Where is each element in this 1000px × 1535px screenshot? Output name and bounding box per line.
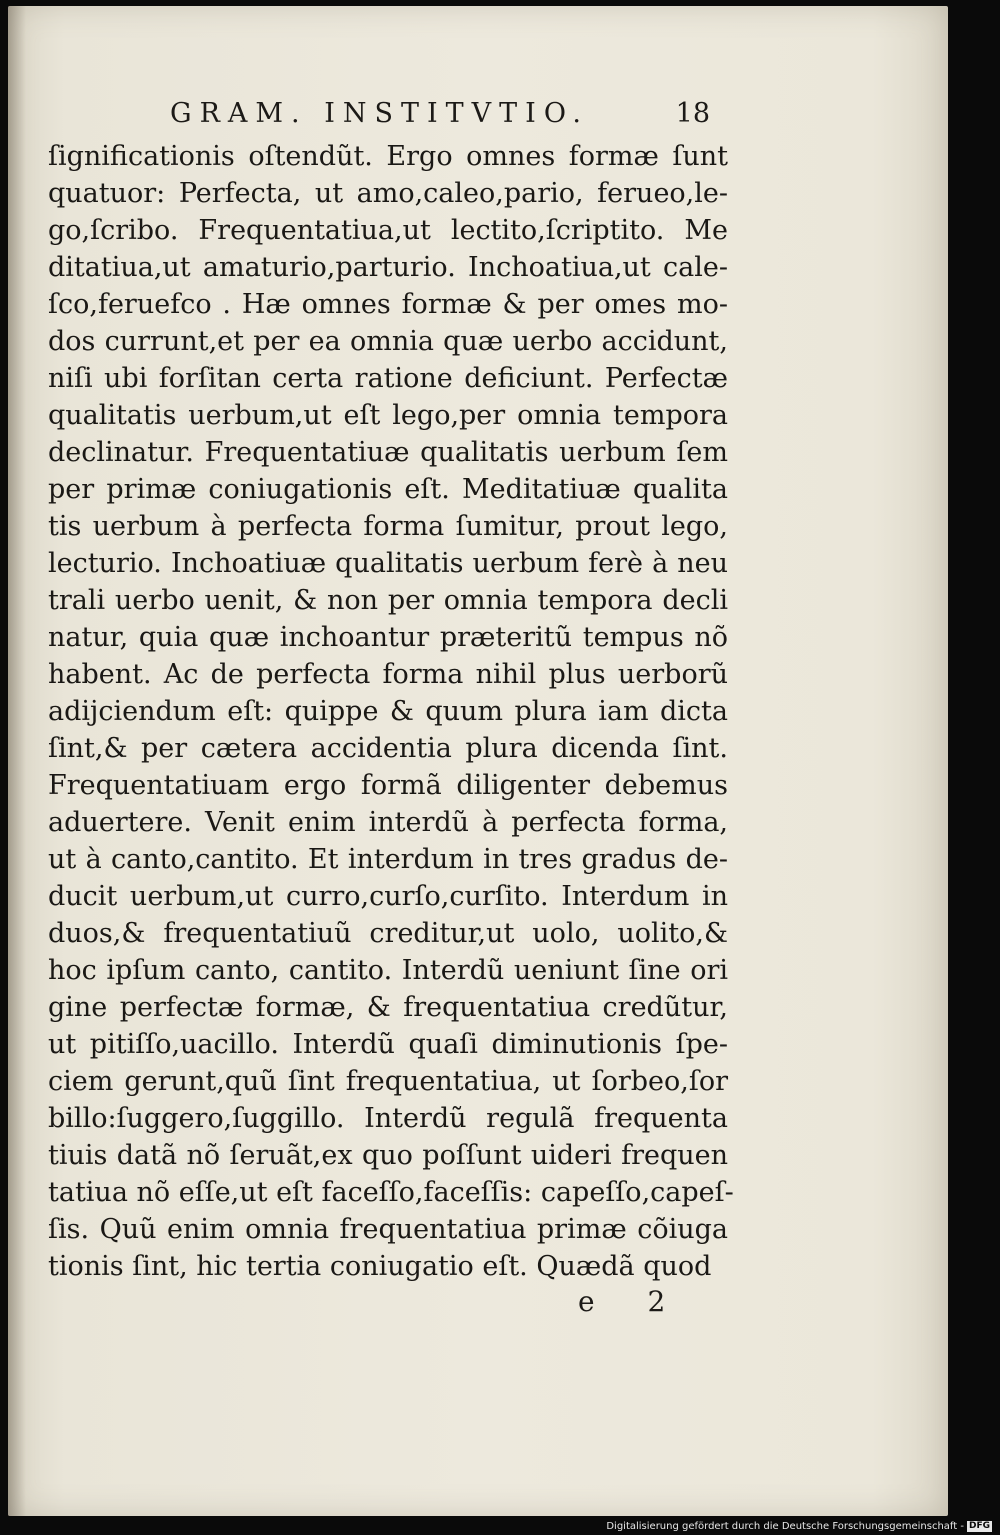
text-line-content: tis uerbum à perfecta forma ſumitur, prout lego, <box>48 511 728 542</box>
text-line <box>48 952 728 989</box>
text-line <box>48 915 728 952</box>
text-line-content: ſis. Quũ enim omnia frequentatiua primæ cõiuga <box>48 1214 728 1245</box>
text-line-content: aduertere. Venit enim interdũ à perfecta forma, <box>48 807 728 838</box>
text-line <box>48 249 728 286</box>
text-line <box>48 1137 728 1174</box>
text-block <box>48 138 734 1285</box>
text-line-content: ciem gerunt,quũ ſint frequentatiua, ut ſorbeo,ſor <box>48 1066 728 1097</box>
gutter-shadow <box>8 6 26 1516</box>
text-line-content: niſi ubi forſitan certa ratione deficiunt. Perfectæ <box>48 363 728 394</box>
text-line-content: qualitatis uerbum,ut eſt lego,per omnia tempora <box>48 400 728 431</box>
text-line-content: ſint,& per cætera accidentia plura dicenda ſint. <box>48 733 728 764</box>
text-line-content: lecturio. Inchoatiuæ qualitatis uerbum ferè à neu <box>48 548 728 579</box>
text-line <box>48 693 728 730</box>
funding-credit-text: Digitalisierung gefördert durch die Deutsche Forschungsgemeinschaft - <box>606 1521 964 1532</box>
text-line-content: ſco,feruefco . Hæ omnes formæ & per omes mo- <box>48 289 728 320</box>
text-line <box>48 989 728 1026</box>
text-line <box>48 286 728 323</box>
text-line-content: trali uerbo uenit, & non per omnia tempora decli <box>48 585 728 616</box>
text-line <box>48 434 728 471</box>
text-line-content: go,ſcribo. Frequentatiua,ut lectito,ſcriptito. Me <box>48 215 728 246</box>
text-line <box>48 212 728 249</box>
signature-mark: e 2 <box>578 1285 688 1318</box>
text-line <box>48 804 728 841</box>
text-line <box>48 878 728 915</box>
text-line-content: ut à canto,cantito. Et interdum in tres gradus de- <box>48 844 728 875</box>
text-line-content: tionis ſint, hic tertia coniugatio eſt. Quædã quod <box>48 1251 712 1282</box>
text-line-content: tatiua nõ eſſe,ut eſt faceſſo,faceſſis: capeſſo,capeſ- <box>48 1177 734 1208</box>
text-line <box>48 582 728 619</box>
text-line-content: habent. Ac de perfecta forma nihil plus uerborũ <box>48 659 728 690</box>
text-line <box>48 397 728 434</box>
text-line <box>48 619 728 656</box>
text-line-content: ut pitiſſo,uacillo. Interdũ quaſi diminutionis ſpe- <box>48 1029 728 1060</box>
funding-credit <box>606 1521 992 1532</box>
text-line <box>48 1063 728 1100</box>
text-line <box>48 1248 728 1285</box>
text-line <box>48 545 728 582</box>
running-head <box>170 98 710 138</box>
text-line <box>48 730 728 767</box>
text-line-content: gine perfectæ formæ, & frequentatiua credũtur, <box>48 992 728 1023</box>
page-number: 18 <box>675 98 710 129</box>
text-line <box>48 138 728 175</box>
text-line-content: Frequentatiuam ergo formã diligenter debemus <box>48 770 728 801</box>
running-head-title: GRAM. INSTITVTIO. <box>170 98 589 129</box>
text-line <box>48 841 728 878</box>
text-line-content: quatuor: Perfecta, ut amo,caleo,pario, ferueo,le- <box>48 178 728 209</box>
text-line-content: ditatiua,ut amaturio,parturio. Inchoatiua,ut cale- <box>48 252 728 283</box>
text-line-content: ſignificationis oſtendũt. Ergo omnes formæ ſunt <box>48 141 728 172</box>
text-line-content: declinatur. Frequentatiuæ qualitatis uerbum ſem <box>48 437 728 468</box>
text-line-content: per primæ coniugationis eſt. Meditatiuæ qualita <box>48 474 728 505</box>
text-line <box>48 656 728 693</box>
text-line-content: billo:ſuggero,ſuggillo. Interdũ regulã frequenta <box>48 1103 728 1134</box>
text-line-content: duos,& frequentatiuũ creditur,ut uolo, uolito,& <box>48 918 728 949</box>
text-line <box>48 360 728 397</box>
text-line-content: tiuis datã nõ ſeruãt,ex quo poſſunt uideri frequen <box>48 1140 728 1171</box>
dfg-logo-icon: DFG <box>968 1521 990 1531</box>
text-line <box>48 1174 734 1211</box>
text-line <box>48 1211 728 1248</box>
text-line-content: natur, quia quæ inchoantur præteritũ tempus nõ <box>48 622 728 653</box>
text-line-content: hoc ipſum canto, cantito. Interdũ ueniunt ſine ori <box>48 955 728 986</box>
text-line-content: dos currunt,et per ea omnia quæ uerbo accidunt, <box>48 326 728 357</box>
text-line <box>48 323 728 360</box>
text-line <box>48 175 728 212</box>
text-line <box>48 1026 728 1063</box>
text-line <box>48 1100 728 1137</box>
text-line-content: adijciendum eſt: quippe & quum plura iam dicta <box>48 696 728 727</box>
text-line <box>48 471 728 508</box>
text-line <box>48 767 728 804</box>
text-line-content: ducit uerbum,ut curro,curſo,curſito. Interdum in <box>48 881 728 912</box>
text-line <box>48 508 728 545</box>
